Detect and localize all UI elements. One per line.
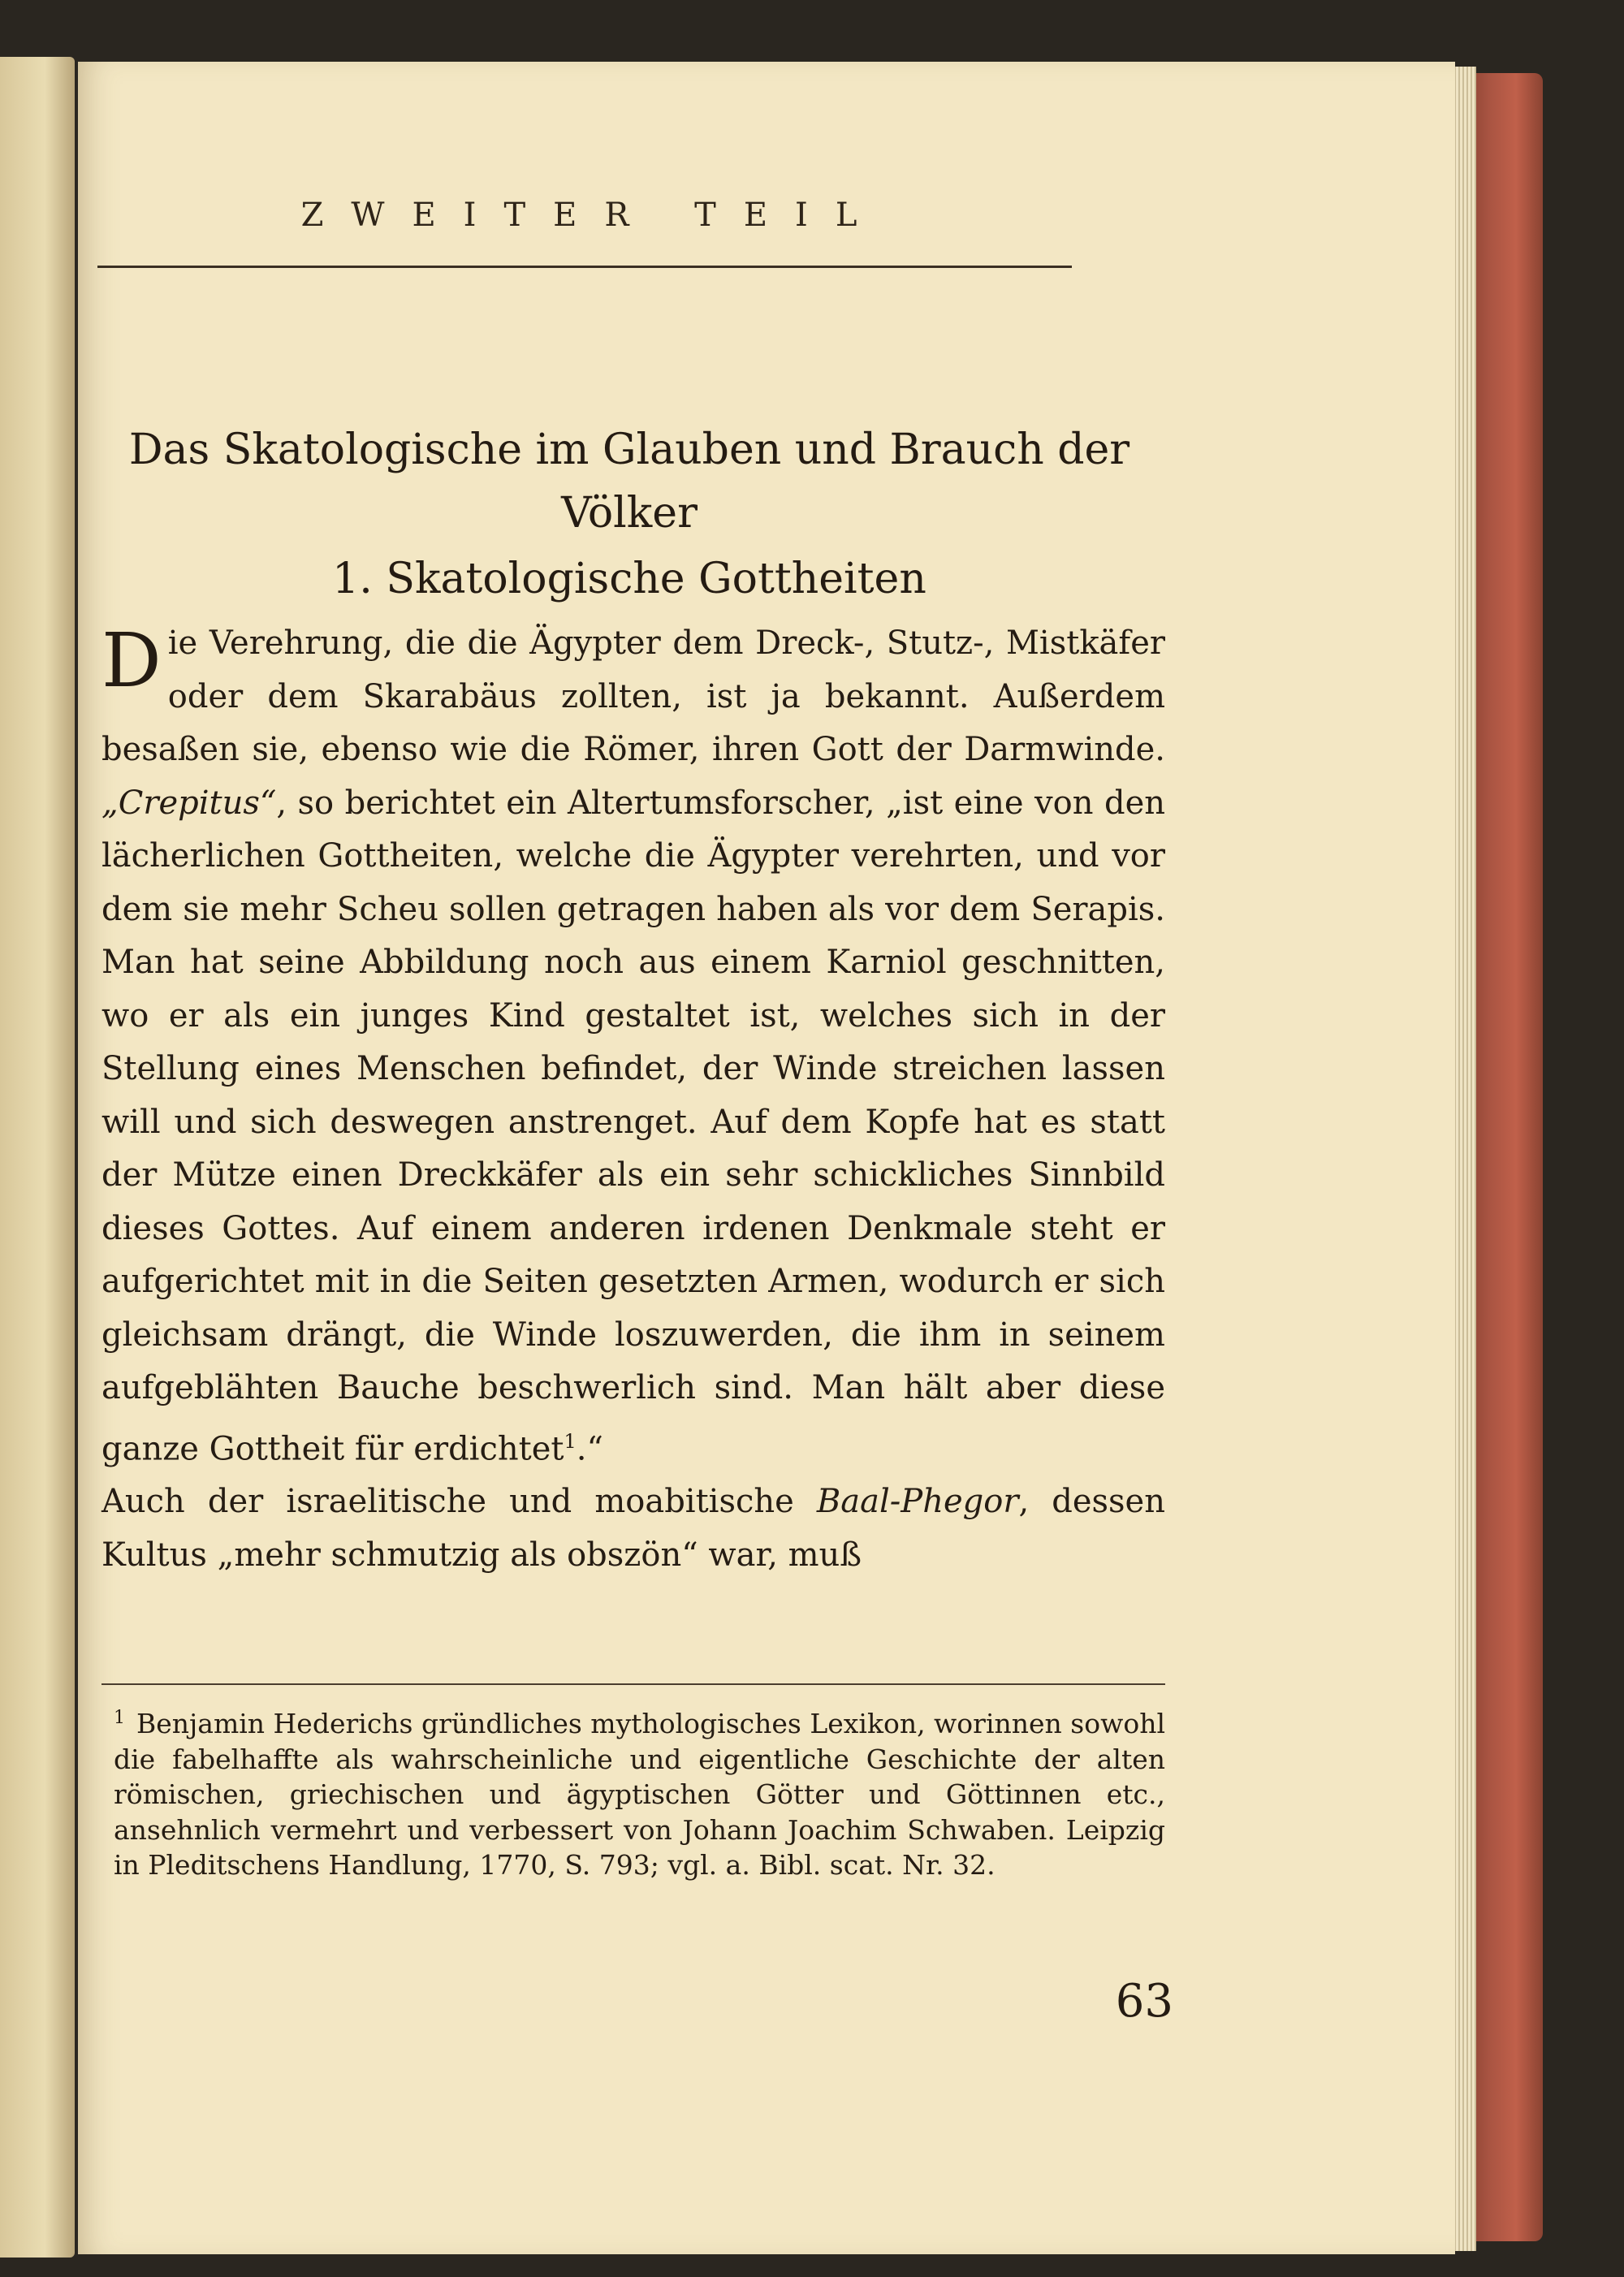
footnote	[114, 1700, 1165, 1883]
footnote-reference: 1	[564, 1429, 577, 1453]
running-head-text: ZWEITER TEIL	[300, 197, 885, 234]
running-head	[97, 162, 1072, 268]
previous-page-edge	[0, 57, 75, 2258]
drop-cap: D	[102, 617, 162, 704]
paragraph-1-continued: , so berichtet ein Altertumsforscher, „ist eine von den lächerlichen Gottheiten, welche die Ägypter verehrten, und vor dem sie mehr Scheu sollen getragen haben als vor dem Serapis. Man hat seine Abbildung noch aus einem Karniol geschnitten, wo er als ein junges Kind gestaltet ist, welches sich in der Stellung eines Menschen befindet, der Winde streichen lassen will und sich deswegen anstrenget. Auf dem Kopfe hat es statt der Mütze einen Dreckkäfer als ein sehr schickliches Sinnbild dieses Gottes. Auf einem anderen irdenen Denkmale steht er aufgerichtet mit in die Seiten gesetzten Armen, wodurch er sich gleichsam drängt, die Winde loszuwerden, die ihm in seinem aufgeblähten Bauche beschwerlich sind. Man hält aber diese ganze Gottheit für erdichtet	[102, 784, 1165, 1467]
body-text	[102, 617, 1165, 1582]
paragraph-2-text: , dessen Kultus „mehr schmutzig als obszön“ war, muß	[102, 1483, 1165, 1574]
footnote-divider	[102, 1683, 1165, 1685]
footnote-text: Benjamin Hederichs gründliches mythologisches Lexikon, worinnen sowohl die fabelhaffte als wahrscheinliche und eigentliche Geschichte der alten römischen, griechischen und ägyptischen Götter und Göttinnen etc., ansehnlich vermehrt und verbessert von Johann Joachim Schwaben. Leipzig in Pleditschens Handlung, 1770, S. 793; vgl. a. Bibl. scat. Nr. 32.	[114, 1708, 1166, 1881]
crepitus-term: „Crepitus“	[102, 784, 277, 822]
running-head-rule	[97, 266, 1072, 268]
paragraph-1-text: ie Verehrung, die die Ägypter dem Dreck-, Stutz-, Mistkäfer oder dem Skarabäus zollten, ist ja bekannt. Außerdem besaßen sie, ebenso wie die Römer, ihren Gott der Darmwinde.	[102, 624, 1165, 768]
paragraph-2	[102, 1476, 1165, 1582]
section-title: 1. Skatologische Gottheiten	[332, 555, 926, 603]
paragraph-2-start: Auch der israelitische und moabitische	[102, 1483, 817, 1521]
footnote-marker: 1	[114, 1708, 125, 1728]
paragraph-1-end: .“	[576, 1429, 603, 1467]
paragraph-1	[102, 617, 1165, 1476]
page-number: 63	[1115, 1975, 1173, 2028]
baal-phegor-term: Baal-Phegor	[816, 1483, 1019, 1521]
chapter-title: Das Skatologische im Glauben und Brauch der Völker	[128, 426, 1130, 538]
